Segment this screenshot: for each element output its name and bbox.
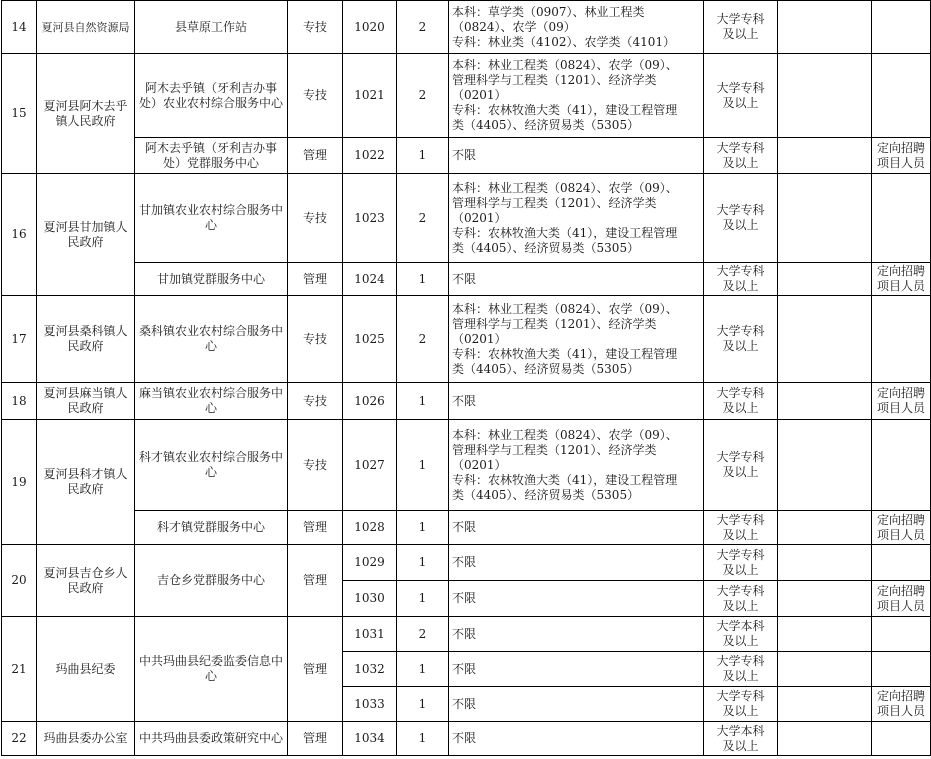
note-cell	[872, 722, 931, 756]
position-type-cell: 管理	[288, 511, 343, 545]
major-cell: 不限	[449, 687, 704, 722]
table-row	[2, 383, 931, 420]
position-code-cell: 1032	[343, 652, 397, 687]
position-type-cell: 专技	[288, 420, 343, 511]
department-cell: 夏河县科才镇人民政府	[37, 420, 135, 545]
position-code-cell: 1033	[343, 687, 397, 722]
other-cell	[778, 687, 872, 722]
note-cell	[872, 174, 931, 263]
other-cell	[778, 1, 872, 54]
other-cell	[778, 652, 872, 687]
major-cell: 不限	[449, 545, 704, 581]
education-cell: 大学专科 及以上	[704, 652, 778, 687]
note-cell	[872, 1, 931, 54]
unit-cell: 阿木去乎镇（牙利吉办事处）农业农村综合服务中心	[135, 54, 288, 138]
education-cell: 大学专科 及以上	[704, 545, 778, 581]
unit-cell: 桑科镇农业农村综合服务中心	[135, 296, 288, 383]
major-cell: 本科：林业工程类（0824）、农学（09）、 管理科学与工程类（1201）、经济学类 （0201） 专科：农林牧渔大类（41），建设工程管理 类（4405）、经济贸易类（5305）	[449, 174, 704, 263]
recruitment-table	[1, 0, 931, 756]
headcount-cell: 2	[397, 617, 449, 652]
table-row	[2, 263, 931, 296]
table-row	[2, 511, 931, 545]
unit-cell: 中共玛曲县委政策研究中心	[135, 722, 288, 756]
headcount-cell: 1	[397, 420, 449, 511]
note-cell: 定向招聘 项目人员	[872, 138, 931, 174]
position-code-cell: 1020	[343, 1, 397, 54]
row-number: 16	[2, 174, 37, 296]
unit-cell: 科才镇党群服务中心	[135, 511, 288, 545]
row-number: 20	[2, 545, 37, 617]
education-cell: 大学专科 及以上	[704, 174, 778, 263]
headcount-cell: 1	[397, 581, 449, 617]
table-row	[2, 420, 931, 511]
unit-cell: 甘加镇农业农村综合服务中心	[135, 174, 288, 263]
headcount-cell: 1	[397, 652, 449, 687]
education-cell: 大学专科 及以上	[704, 296, 778, 383]
note-cell: 定向招聘 项目人员	[872, 383, 931, 420]
other-cell	[778, 581, 872, 617]
headcount-cell: 1	[397, 383, 449, 420]
row-number: 14	[2, 1, 37, 54]
education-cell: 大学专科 及以上	[704, 511, 778, 545]
note-cell: 定向招聘 项目人员	[872, 581, 931, 617]
note-cell: 定向招聘 项目人员	[872, 263, 931, 296]
other-cell	[778, 420, 872, 511]
headcount-cell: 1	[397, 138, 449, 174]
other-cell	[778, 545, 872, 581]
row-number: 22	[2, 722, 37, 756]
other-cell	[778, 174, 872, 263]
position-code-cell: 1023	[343, 174, 397, 263]
department-cell: 玛曲县委办公室	[37, 722, 135, 756]
major-cell: 不限	[449, 652, 704, 687]
major-cell: 本科：草学类（0907）、林业工程类 （0824）、农学（09） 专科：林业类（4102）、农学类（4101）	[449, 1, 704, 54]
position-code-cell: 1021	[343, 54, 397, 138]
headcount-cell: 2	[397, 54, 449, 138]
education-cell: 大学专科 及以上	[704, 581, 778, 617]
headcount-cell: 2	[397, 1, 449, 54]
position-code-cell: 1031	[343, 617, 397, 652]
headcount-cell: 2	[397, 296, 449, 383]
unit-cell: 中共玛曲县纪委监委信息中心	[135, 617, 288, 722]
position-code-cell: 1024	[343, 263, 397, 296]
education-cell: 大学本科 及以上	[704, 722, 778, 756]
unit-cell: 吉仓乡党群服务中心	[135, 545, 288, 617]
table-row	[2, 545, 931, 581]
other-cell	[778, 296, 872, 383]
headcount-cell: 1	[397, 545, 449, 581]
education-cell: 大学专科 及以上	[704, 54, 778, 138]
department-cell: 玛曲县纪委	[37, 617, 135, 722]
headcount-cell: 1	[397, 511, 449, 545]
position-type-cell: 专技	[288, 296, 343, 383]
position-type-cell: 管理	[288, 138, 343, 174]
major-cell: 本科：林业工程类（0824）、农学（09）、 管理科学与工程类（1201）、经济学类 （0201） 专科：农林牧渔大类（41），建设工程管理 类（4405）、经济贸易类（5305）	[449, 420, 704, 511]
unit-cell: 麻当镇农业农村综合服务中心	[135, 383, 288, 420]
department-cell: 夏河县阿木去乎镇人民政府	[37, 54, 135, 174]
other-cell	[778, 263, 872, 296]
note-cell	[872, 617, 931, 652]
position-type-cell: 专技	[288, 174, 343, 263]
major-cell: 本科：林业工程类（0824）、农学（09）、 管理科学与工程类（1201）、经济学类 （0201） 专科：农林牧渔大类（41），建设工程管理 类（4405）、经济贸易类（5305）	[449, 54, 704, 138]
position-type-cell: 管理	[288, 263, 343, 296]
position-code-cell: 1022	[343, 138, 397, 174]
note-cell	[872, 54, 931, 138]
position-type-cell: 管理	[288, 617, 343, 722]
position-code-cell: 1025	[343, 296, 397, 383]
other-cell	[778, 383, 872, 420]
unit-cell: 甘加镇党群服务中心	[135, 263, 288, 296]
note-cell	[872, 420, 931, 511]
row-number: 17	[2, 296, 37, 383]
department-cell: 夏河县甘加镇人民政府	[37, 174, 135, 296]
other-cell	[778, 138, 872, 174]
headcount-cell: 1	[397, 687, 449, 722]
note-cell	[872, 652, 931, 687]
headcount-cell: 1	[397, 722, 449, 756]
department-cell: 夏河县桑科镇人民政府	[37, 296, 135, 383]
table-row	[2, 174, 931, 263]
education-cell: 大学专科 及以上	[704, 263, 778, 296]
position-code-cell: 1029	[343, 545, 397, 581]
unit-cell: 阿木去乎镇（牙利吉办事处）党群服务中心	[135, 138, 288, 174]
table-row	[2, 1, 931, 54]
position-code-cell: 1028	[343, 511, 397, 545]
table-row	[2, 54, 931, 138]
major-cell: 不限	[449, 617, 704, 652]
education-cell: 大学专科 及以上	[704, 420, 778, 511]
note-cell: 定向招聘 项目人员	[872, 511, 931, 545]
table-row	[2, 722, 931, 756]
education-cell: 大学专科 及以上	[704, 383, 778, 420]
table-row	[2, 138, 931, 174]
position-code-cell: 1034	[343, 722, 397, 756]
row-number: 21	[2, 617, 37, 722]
table-row	[2, 296, 931, 383]
education-cell: 大学专科 及以上	[704, 1, 778, 54]
other-cell	[778, 722, 872, 756]
education-cell: 大学专科 及以上	[704, 138, 778, 174]
department-cell: 夏河县麻当镇人民政府	[37, 383, 135, 420]
unit-cell: 县草原工作站	[135, 1, 288, 54]
note-cell	[872, 545, 931, 581]
position-code-cell: 1030	[343, 581, 397, 617]
department-cell: 夏河县吉仓乡人民政府	[37, 545, 135, 617]
headcount-cell: 2	[397, 174, 449, 263]
other-cell	[778, 511, 872, 545]
position-code-cell: 1026	[343, 383, 397, 420]
education-cell: 大学专科 及以上	[704, 687, 778, 722]
other-cell	[778, 617, 872, 652]
major-cell: 不限	[449, 511, 704, 545]
major-cell: 不限	[449, 383, 704, 420]
position-type-cell: 管理	[288, 545, 343, 617]
department-cell: 夏河县自然资源局	[37, 1, 135, 54]
row-number: 15	[2, 54, 37, 174]
other-cell	[778, 54, 872, 138]
major-cell: 不限	[449, 138, 704, 174]
position-type-cell: 专技	[288, 54, 343, 138]
major-cell: 本科：林业工程类（0824）、农学（09）、 管理科学与工程类（1201）、经济学类 （0201） 专科：农林牧渔大类（41），建设工程管理 类（4405）、经济贸易类（5305）	[449, 296, 704, 383]
row-number: 19	[2, 420, 37, 545]
headcount-cell: 1	[397, 263, 449, 296]
major-cell: 不限	[449, 722, 704, 756]
row-number: 18	[2, 383, 37, 420]
position-code-cell: 1027	[343, 420, 397, 511]
position-type-cell: 专技	[288, 383, 343, 420]
unit-cell: 科才镇农业农村综合服务中心	[135, 420, 288, 511]
table-row	[2, 617, 931, 652]
education-cell: 大学本科 及以上	[704, 617, 778, 652]
major-cell: 不限	[449, 581, 704, 617]
note-cell	[872, 296, 931, 383]
position-type-cell: 管理	[288, 722, 343, 756]
major-cell: 不限	[449, 263, 704, 296]
note-cell: 定向招聘 项目人员	[872, 687, 931, 722]
position-type-cell: 专技	[288, 1, 343, 54]
